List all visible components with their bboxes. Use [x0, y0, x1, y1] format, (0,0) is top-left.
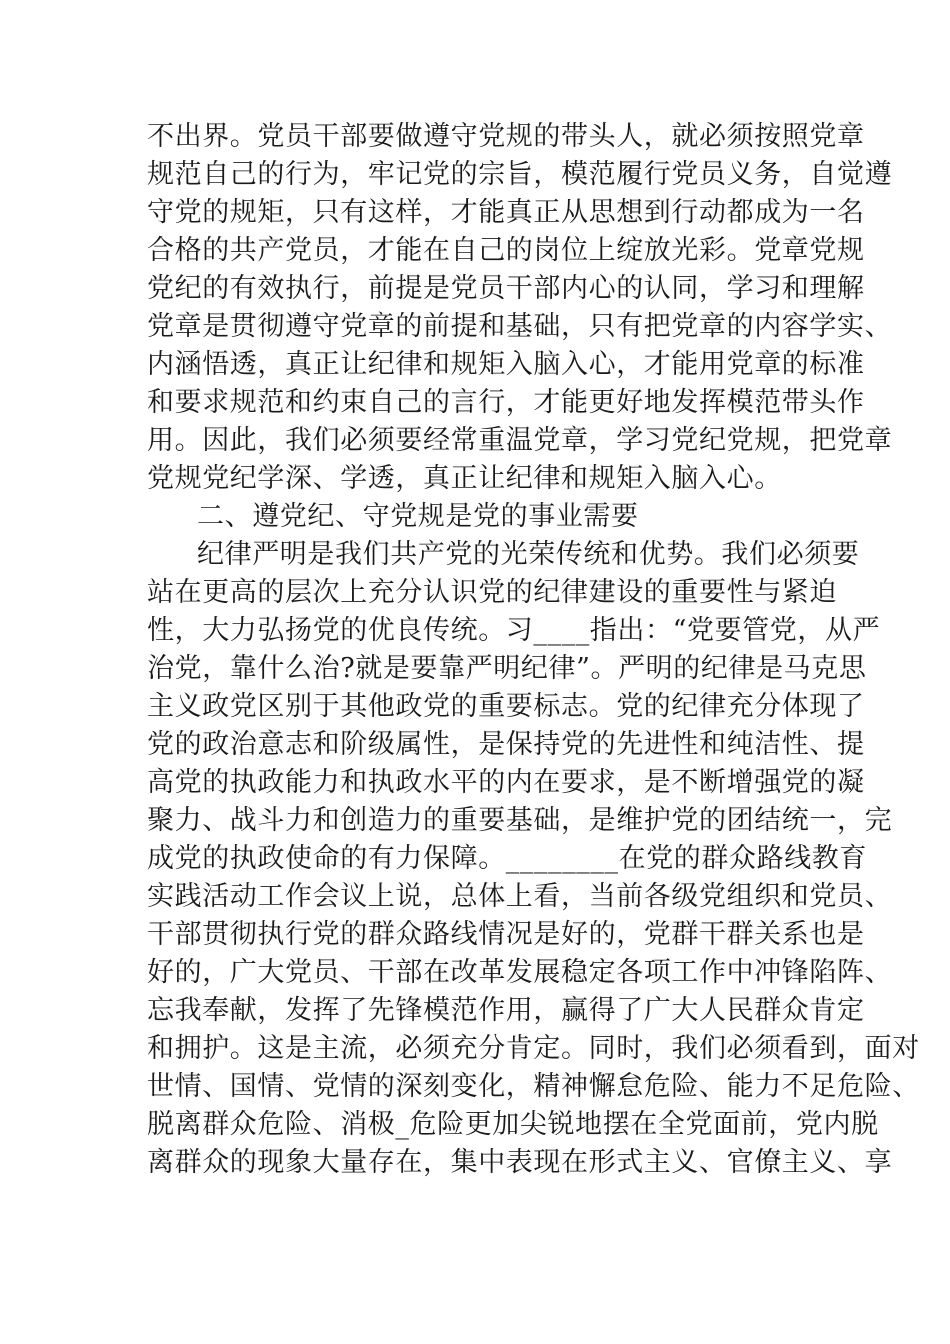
text-line: 站在更高的层次上充分认识党的纪律建设的重要性与紧迫 [147, 577, 837, 608]
section-heading: 二、遵党纪、守党规是党的事业需要 [197, 501, 639, 532]
text-line: 主义政党区别于其他政党的重要标志。党的纪律充分体现了 [147, 691, 865, 722]
text-line: 忘我奉献，发挥了先锋模范作用，赢得了广大人民群众肯定 [147, 995, 865, 1026]
text-line: 党纪的有效执行，前提是党员干部内心的认同，学习和理解 [147, 273, 865, 304]
text-line: 世情、国情、党情的深刻变化，精神懈怠危险、能力不足危险、 [147, 1071, 920, 1102]
text-line: 聚力、战斗力和创造力的重要基础，是维护党的团结统一，完 [147, 805, 893, 836]
text-line: 好的，广大党员、干部在改革发展稳定各项工作中冲锋陷阵、 [147, 957, 893, 988]
text-line: 合格的共产党员，才能在自己的岗位上绽放光彩。党章党规 [147, 235, 865, 266]
text-line: 治党，靠什么治?就是要靠严明纪律”。严明的纪律是马克思 [147, 653, 867, 684]
document-body [147, 118, 920, 1182]
text-line: 离群众的现象大量存在，集中表现在形式主义、官僚主义、享 [147, 1147, 893, 1178]
text-line: 规范自己的行为，牢记党的宗旨，模范履行党员义务，自觉遵 [147, 159, 893, 190]
text-line: 不出界。党员干部要做遵守党规的带头人，就必须按照党章 [147, 121, 865, 152]
text-line: 高党的执政能力和执政水平的内在要求，是不断增强党的凝 [147, 767, 865, 798]
text-line: 和拥护。这是主流，必须充分肯定。同时，我们必须看到，面对 [147, 1033, 920, 1064]
text-line: 性，大力弘扬党的优良传统。习____指出：“党要管党，从严 [147, 615, 881, 646]
text-line: 干部贯彻执行党的群众路线情况是好的，党群干群关系也是 [147, 919, 865, 950]
text-line: 党章是贯彻遵守党章的前提和基础，只有把党章的内容学实、 [147, 311, 893, 342]
text-line: 用。因此，我们必须要经常重温党章，学习党纪党规，把党章 [147, 425, 893, 456]
text-line: 成党的执政使命的有力保障。________在党的群众路线教育 [147, 843, 867, 874]
text-line: 党的政治意志和阶级属性，是保持党的先进性和纯洁性、提 [147, 729, 865, 760]
text-line: 内涵悟透，真正让纪律和规矩入脑入心，才能用党章的标准 [147, 349, 865, 380]
text-line: 党规党纪学深、学透，真正让纪律和规矩入脑入心。 [147, 463, 782, 494]
text-line: 守党的规矩，只有这样，才能真正从思想到行动都成为一名 [147, 197, 865, 228]
text-line: 实践活动工作会议上说，总体上看，当前各级党组织和党员、 [147, 881, 893, 912]
text-line: 脱离群众危险、消极_危险更加尖锐地摆在全党面前，党内脱 [147, 1109, 879, 1140]
paragraph-first-line: 纪律严明是我们共产党的光荣传统和优势。我们必须要 [197, 539, 860, 570]
text-line: 和要求规范和约束自己的言行，才能更好地发挥模范带头作 [147, 387, 865, 418]
